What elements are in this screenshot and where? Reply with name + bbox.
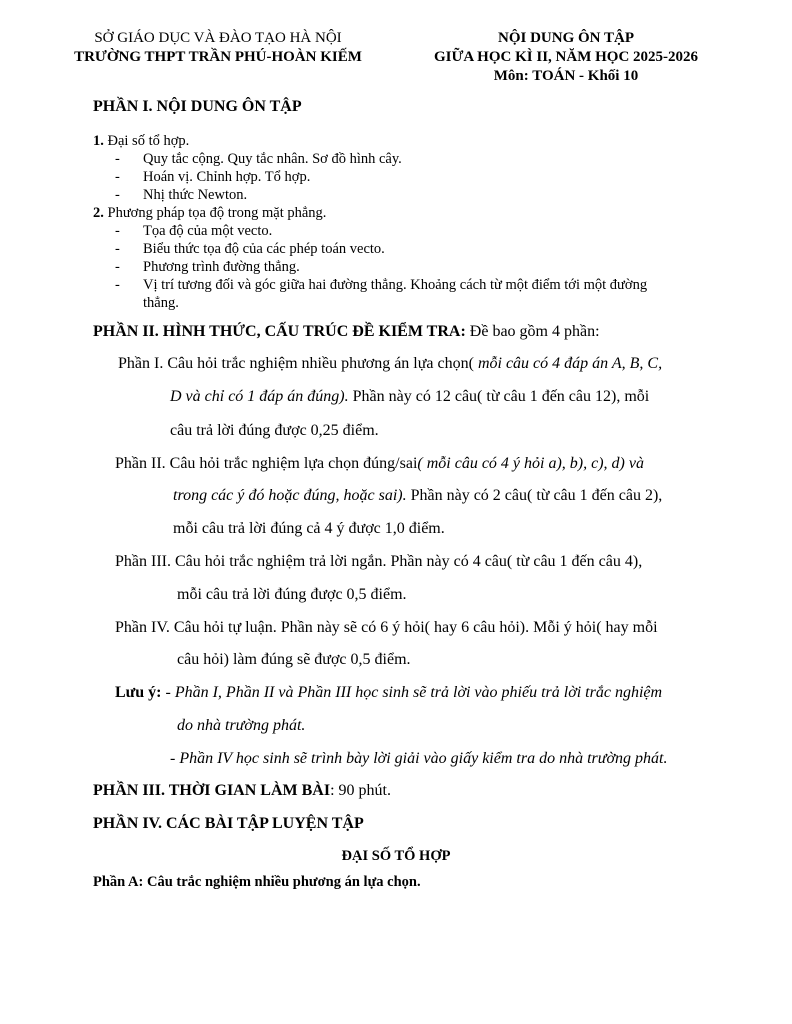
note-line: do nhà trường phát.: [177, 717, 306, 734]
part4-title: PHẦN IV. CÁC BÀI TẬP LUYỆN TẬP: [93, 815, 364, 832]
section4-line: câu hỏi) làm đúng sẽ được 0,5 điểm.: [177, 651, 411, 668]
department-name: SỞ GIÁO DỤC VÀ ĐÀO TẠO HÀ NỘI: [94, 30, 342, 46]
section1-line: câu trả lời đúng được 0,25 điểm.: [170, 422, 379, 439]
section1-line: [118, 355, 662, 373]
subject-line: Môn: TOÁN - Khối 10: [493, 68, 639, 84]
topic2-item: [115, 276, 647, 294]
bullet-dash: -: [115, 277, 120, 293]
document-title: NỘI DUNG ÔN TẬP: [498, 30, 634, 46]
topic2-item-text: Phương trình đường thẳng.: [143, 259, 300, 275]
part1-title: PHẦN I. NỘI DUNG ÔN TẬP: [93, 98, 302, 115]
school-header: [36, 29, 400, 67]
part2-heading: [93, 323, 600, 341]
topic2-item-text: Vị trí tương đối và góc giữa hai đường thẳng. Khoảng cách từ một điểm tới một đường: [143, 277, 648, 293]
note-line: [115, 684, 662, 702]
bullet-dash: -: [115, 259, 120, 275]
section1-text: Phần I. Câu hỏi trắc nghiệm nhiều phương án lựa chọn(: [118, 355, 474, 372]
section1-line: [170, 388, 649, 406]
section3-line: Phần III. Câu hỏi trắc nghiệm trả lời ngắn. Phần này có 4 câu( từ câu 1 đến câu 4),: [115, 553, 643, 570]
topic2-number: 2.: [93, 205, 104, 221]
section2-text: Phần này có 2 câu( từ câu 1 đến câu 2),: [406, 487, 663, 504]
topic2-title: Phương pháp tọa độ trong mặt phẳng.: [107, 205, 327, 221]
topic2-item-text: Biểu thức tọa độ của các phép toán vecto.: [143, 241, 385, 257]
section2-text: Phần II. Câu hỏi trắc nghiệm lựa chọn đúng/sai: [115, 455, 418, 472]
note-label: Lưu ý:: [115, 684, 162, 701]
partA-heading: Phần A: Câu trắc nghiệm nhiều phương án lựa chọn.: [93, 874, 421, 890]
topic2-item-text: Tọa độ của một vecto.: [143, 223, 273, 239]
topic1-item-text: Nhị thức Newton.: [143, 187, 248, 203]
part2-title-rest: Đề bao gồm 4 phần:: [465, 323, 600, 340]
topic1-number: 1.: [93, 133, 104, 149]
section1-note: D và chỉ có 1 đáp án đúng).: [170, 388, 349, 405]
section2-note: ( mỗi câu có 4 ý hỏi a), b), c), d) và: [417, 455, 644, 472]
topic2-item-continuation: thẳng.: [143, 295, 179, 311]
section4-line: Phần IV. Câu hỏi tự luận. Phần này sẽ có 6 ý hỏi( hay 6 câu hỏi). Mỗi ý hỏi( hay mỗi: [115, 619, 658, 636]
topic2-item: [115, 258, 300, 276]
topic1-item: [115, 186, 247, 204]
topic2-item: [115, 222, 272, 240]
bullet-dash: -: [115, 241, 120, 257]
section1-note: mỗi câu có 4 đáp án A, B, C,: [473, 355, 663, 372]
bullet-dash: -: [115, 151, 120, 167]
part2-title: PHẦN II. HÌNH THỨC, CẤU TRÚC ĐỀ KIỂM TRA:: [93, 323, 466, 340]
topic1-title: Đại số tổ hợp.: [107, 133, 190, 149]
topic1-item: [115, 168, 310, 186]
bullet-dash: -: [115, 223, 120, 239]
section3-line: mỗi câu trả lời đúng được 0,5 điểm.: [177, 586, 407, 603]
section1-text: Phần này có 12 câu( từ câu 1 đến câu 12), mỗi: [348, 388, 650, 405]
note-line: - Phần IV học sinh sẽ trình bày lời giải vào giấy kiểm tra do nhà trường phát.: [170, 750, 668, 767]
bullet-dash: -: [115, 187, 120, 203]
topic1-item-text: Hoán vị. Chỉnh hợp. Tổ hợp.: [143, 169, 311, 185]
topic2: [93, 204, 326, 222]
topic1: [93, 132, 189, 150]
section2-line: [115, 455, 644, 473]
document-header: [412, 29, 720, 86]
section2-line: mỗi câu trả lời đúng cả 4 ý được 1,0 điểm.: [173, 520, 445, 537]
note-text: - Phần I, Phần II và Phần III học sinh sẽ trả lời vào phiếu trả lời trắc nghiệm: [161, 684, 663, 701]
semester-line: GIỮA HỌC KÌ II, NĂM HỌC 2025-2026: [433, 49, 699, 65]
bullet-dash: -: [115, 169, 120, 185]
section2-line: [173, 487, 662, 505]
part3-value: : 90 phút.: [330, 782, 391, 799]
part3-heading: [93, 782, 391, 800]
topic1-item: [115, 150, 402, 168]
part3-title: PHẦN III. THỜI GIAN LÀM BÀI: [93, 782, 331, 799]
school-name: TRƯỜNG THPT TRẦN PHÚ-HOÀN KIẾM: [74, 49, 362, 65]
section2-note: trong các ý đó hoặc đúng, hoặc sai).: [173, 487, 407, 504]
part4-subtitle: ĐẠI SỐ TỔ HỢP: [341, 848, 451, 864]
topic2-item: [115, 240, 385, 258]
topic1-item-text: Quy tắc cộng. Quy tắc nhân. Sơ đồ hình cây.: [143, 151, 402, 167]
